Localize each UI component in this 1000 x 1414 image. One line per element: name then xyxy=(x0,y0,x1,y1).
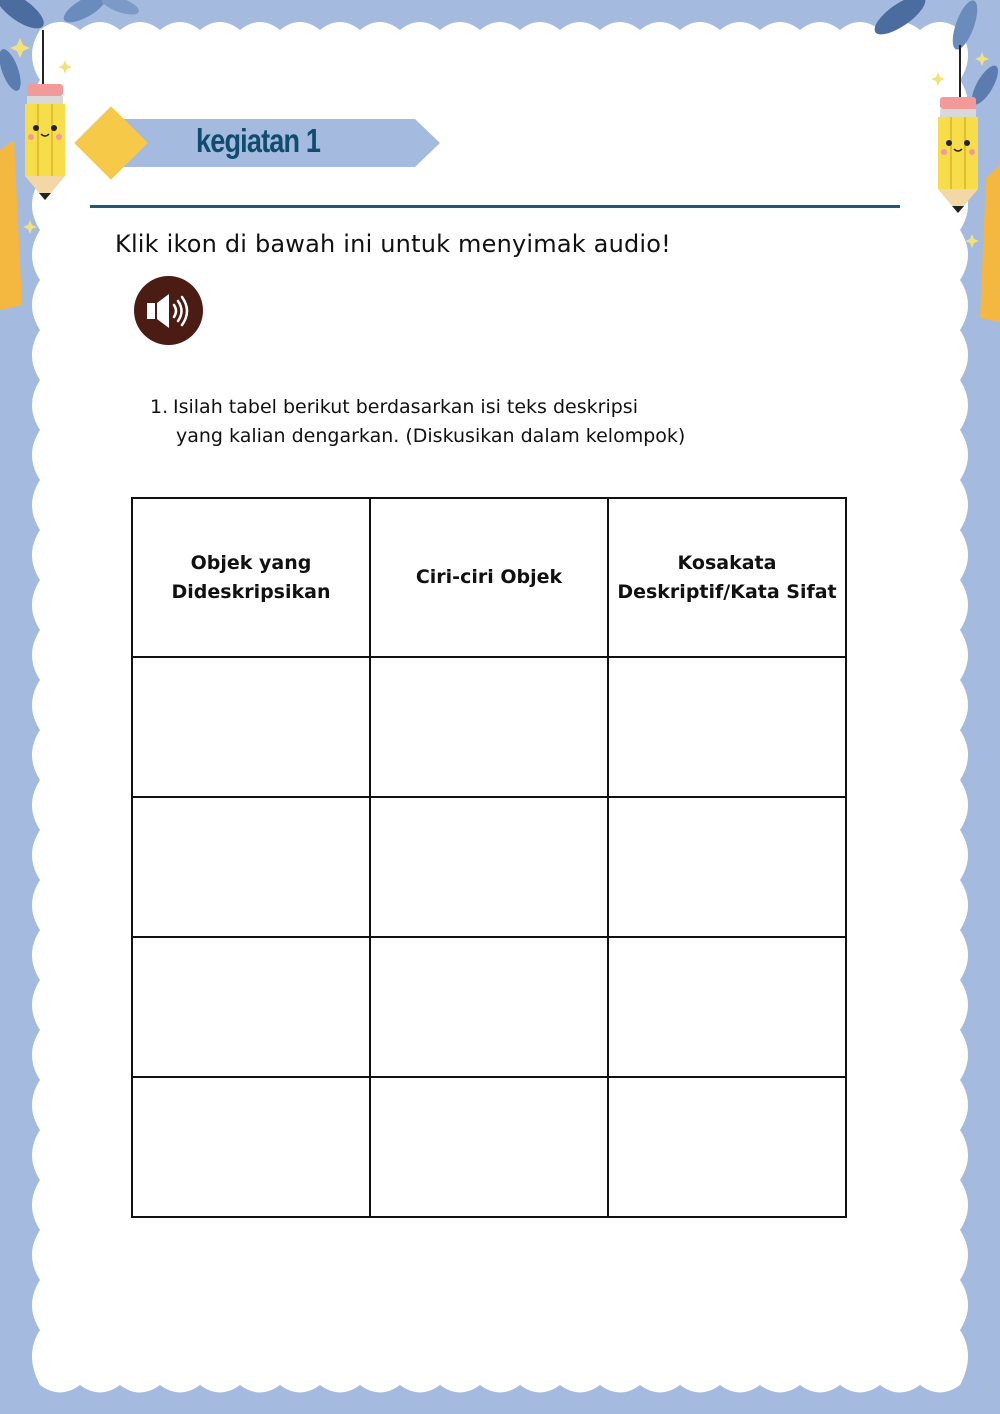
table-cell[interactable] xyxy=(370,1077,608,1217)
speaker-icon xyxy=(145,291,193,331)
table-cell[interactable] xyxy=(608,1077,846,1217)
task-number: 1. xyxy=(150,396,169,418)
header-line: Dideskripsikan xyxy=(171,580,331,603)
answer-table xyxy=(131,497,847,1218)
table-row xyxy=(132,1077,846,1217)
table-cell[interactable] xyxy=(132,937,370,1077)
table-cell[interactable] xyxy=(132,657,370,797)
side-tag-right xyxy=(980,165,1000,322)
divider xyxy=(90,205,900,208)
table-cell[interactable] xyxy=(370,657,608,797)
table-row xyxy=(132,937,846,1077)
table-cell[interactable] xyxy=(132,797,370,937)
table-row xyxy=(132,657,846,797)
task-line-2: yang kalian dengarkan. (Diskusikan dalam kelompok) xyxy=(176,425,686,447)
header-line: Deskriptif/Kata Sifat xyxy=(617,580,837,603)
table-cell[interactable] xyxy=(608,797,846,937)
task-instruction xyxy=(150,393,850,451)
header-kosakata xyxy=(608,498,846,657)
table-cell[interactable] xyxy=(608,657,846,797)
audio-instruction: Klik ikon di bawah ini untuk menyimak audio! xyxy=(115,230,671,258)
table-row xyxy=(132,797,846,937)
header-objek xyxy=(132,498,370,657)
table-cell[interactable] xyxy=(132,1077,370,1217)
side-tag-left xyxy=(0,140,22,310)
header-line: Objek yang xyxy=(190,551,312,574)
task-line-1: Isilah tabel berikut berdasarkan isi teks deskripsi xyxy=(173,396,638,418)
table-cell[interactable] xyxy=(370,937,608,1077)
header-line: Kosakata xyxy=(677,551,777,574)
table-cell[interactable] xyxy=(608,937,846,1077)
header-line: Ciri-ciri Objek xyxy=(415,566,563,588)
audio-play-button[interactable] xyxy=(134,276,203,345)
page-title: kegiatan 1 xyxy=(196,122,321,159)
table-header-row xyxy=(132,498,846,657)
table-cell[interactable] xyxy=(370,797,608,937)
header-ciri xyxy=(370,498,608,657)
